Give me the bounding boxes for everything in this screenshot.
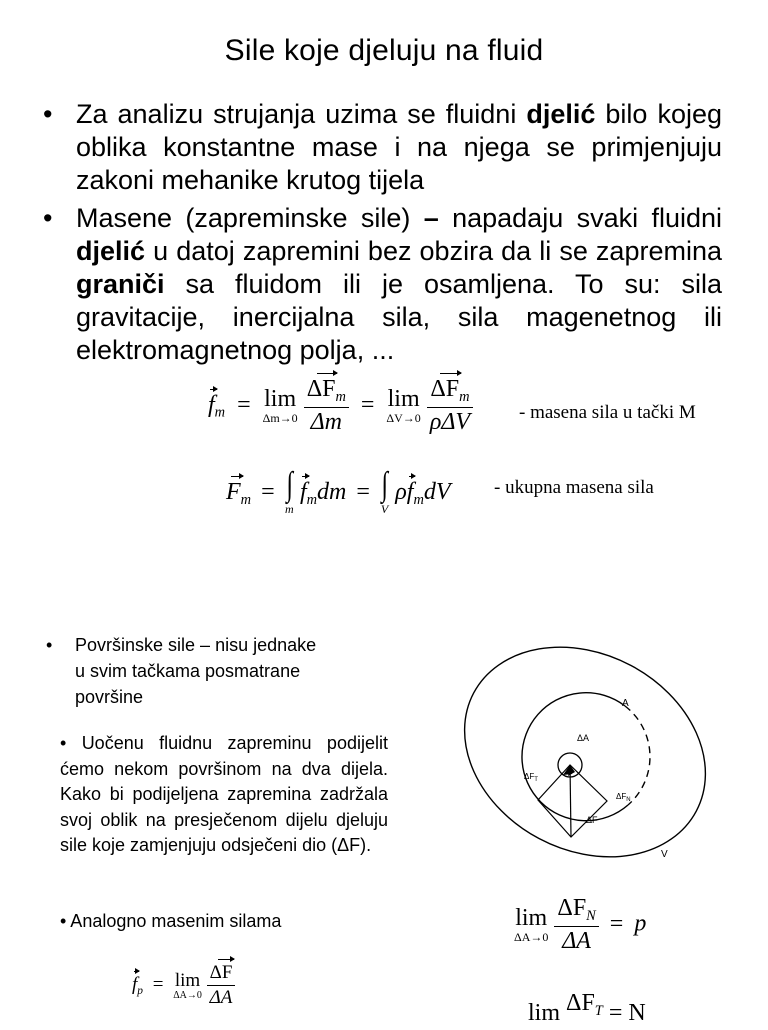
force-parallelogram	[538, 765, 607, 837]
bullet-dot: •	[43, 203, 53, 233]
bullet-mass-forces: • Masene (zapreminske sile) – napadaju svaki fluidni djelić u datoj zapremini bez obzira da li se zapremina graniči sa fluidom ili je osamljena. To su: sila gravitacije, inercijalna sila, sila magenetnog ili elektromagnetnog polja, ...	[43, 203, 722, 365]
paragraph-surface-division: • Uočenu fluidnu zapreminu podijelit ćemo nekom površinom na dva dijela. Kako bi podijeljena zapremina zadržala svoj oblik na presječenom dijelu djeluju sile koje zamjenjuju odsječeni dio (ΔF).	[60, 733, 389, 855]
inner-circle-dashed	[625, 706, 650, 805]
formula-surface-force: $f_p$ = lim ΔA→0 $\frac{\Delta F}{\Delta A}$	[132, 962, 235, 1009]
label-A: A	[622, 698, 629, 709]
bullet-dot: •	[43, 99, 53, 129]
bold-term: graniči	[76, 269, 165, 299]
formula-note-total: - ukupna masena sila	[494, 477, 654, 498]
bullet-surface-forces: • Površinske sile – nisu jednake u svim tačkama posmatrane površine	[46, 635, 317, 707]
formula-mass-force-point: $f_m$ = lim Δm→0 $\frac{\Delta F_m}{\Delta m}$ = lim ΔV→0 $\frac{\Delta F_m}{\text{ρΔV}}$	[208, 376, 473, 436]
analog-text: • Analogno masenim silama	[60, 911, 282, 931]
resultant-force-line	[570, 765, 571, 837]
formula-total-mass-force: $F_m$ = ∫ m $f_mdm$ = ∫ V $\rho f_mdV$	[226, 466, 451, 516]
formula-note-point: - masena sila u tački M	[519, 402, 696, 423]
page-title: Sile koje djeluju na fluid	[224, 34, 544, 67]
bullet-fluid-particle: • Za analizu strujanja uzima se fluidni djelić bilo kojeg oblika konstantne mase i na njega se primjenjuju zakoni mehanike krutog tijela	[43, 99, 722, 195]
bold-term: djelić	[76, 236, 146, 266]
label-delta-F: ΔF	[586, 815, 598, 825]
bold-term: djelić	[526, 99, 596, 129]
label-delta-FT: $\Delta F_T$	[524, 772, 538, 783]
label-delta-FN: $\Delta F_N$	[616, 792, 631, 803]
outer-ellipse	[450, 640, 730, 890]
inner-circle-solid	[522, 693, 628, 821]
fluid-volume-diagram	[450, 640, 730, 890]
formula-shear-partial: $\lim \Delta F_T = N$	[528, 990, 646, 1026]
formula-pressure: lim ΔA→0 $\frac{\Delta F_N}{\Delta A}$ = p	[514, 895, 647, 955]
label-delta-A: ΔA	[577, 733, 590, 743]
label-V: V	[661, 849, 668, 860]
